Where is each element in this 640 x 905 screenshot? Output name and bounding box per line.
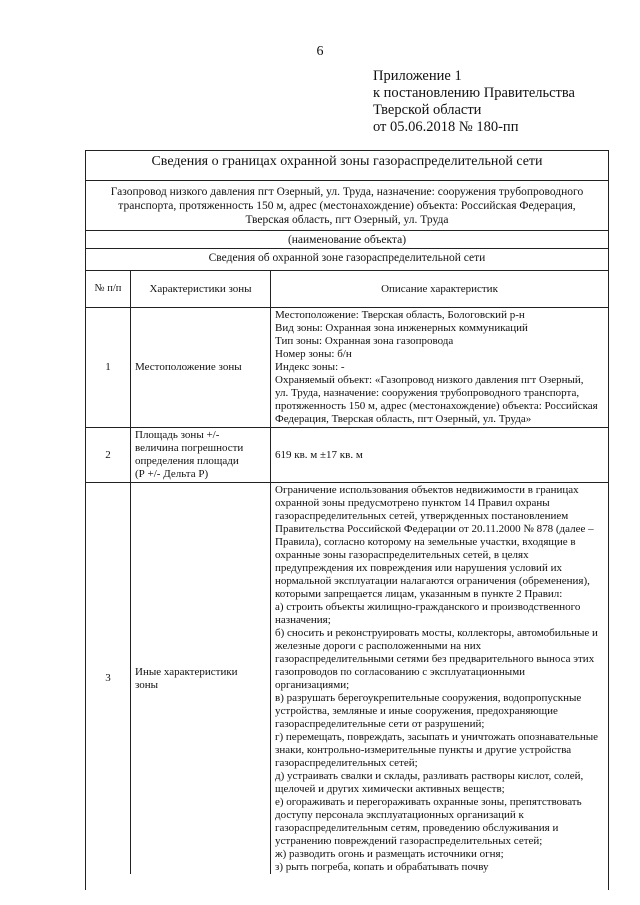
description-line: г) перемещать, повреждать, засыпать и уничтожать опознавательные <box>275 731 599 743</box>
description-line: ул. Труда, назначение: сооружения трубопроводного транспорта, <box>275 387 580 399</box>
description-line: газораспределительными сетями без предварительного выноса этих <box>275 653 595 665</box>
row-name-line: Иные характеристики <box>135 665 238 678</box>
row-name <box>131 483 271 875</box>
description-line: Правительства Российской Федерации от 20.11.2000 № 878 (далее – <box>275 523 594 535</box>
appendix-line-3: Тверской области <box>373 102 482 118</box>
description-line: щелочей и других химически активных веществ; <box>275 783 505 795</box>
row-name-line: величина погрешности <box>135 442 244 454</box>
header-description: Описание характеристик <box>271 271 609 308</box>
description-line: газопроводов по согласованию с эксплуатационными <box>275 666 526 678</box>
description-line: б) сносить и реконструировать мосты, коллекторы, автомобильные и <box>275 627 598 639</box>
table-header-row <box>86 271 609 308</box>
object-label: (наименование объекта) <box>287 234 407 246</box>
appendix-line-4: от 05.06.2018 № 180-пп <box>373 119 519 135</box>
description-line: е) огораживать и перегораживать охранные зоны, препятствовать <box>275 796 582 808</box>
document-title: Сведения о границах охранной зоны газораспределительной сети <box>151 154 543 169</box>
description-line: знаки, контрольно-измерительные пункты и другие устройства <box>275 744 572 756</box>
description-line: Тип зоны: Охранная зона газопровода <box>275 335 454 347</box>
description-line: предупреждения их повреждения или нарушения условий их <box>275 562 562 574</box>
description-line: газораспределительных сетей; <box>275 757 418 769</box>
description-line: газораспределительные сети от разрушений; <box>275 718 485 730</box>
divider <box>85 180 609 181</box>
description-line: устранению повреждений газораспределительных сетей; <box>275 835 543 847</box>
description-line: Местоположение: Тверская область, Бологовский р-н <box>275 309 525 321</box>
description-line: охранные зоны газораспределительных сетей, в целях <box>275 549 529 561</box>
page-number: 6 <box>316 44 324 59</box>
object-name <box>85 185 609 227</box>
description-line: устройства, земляные и иные сооружения, предохраняющие <box>275 705 558 717</box>
description-line: Охраняемый объект: «Газопровод низкого давления пгт Озерный, <box>275 374 584 386</box>
description-line: доступу персонала эксплуатационных организаций к <box>275 809 524 821</box>
divider <box>85 230 609 231</box>
description-line: нормальной эксплуатации налагаются ограничения (обременения), <box>275 575 590 587</box>
table-row <box>86 428 609 483</box>
description-line: Вид зоны: Охранная зона инженерных коммуникаций <box>275 322 528 334</box>
description-line: а) строить объекты жилищно-гражданского и производственного <box>275 601 581 613</box>
appendix-line-2: к постановлению Правительства <box>373 85 575 101</box>
row-name-line: зоны <box>135 678 159 691</box>
description-line: газораспределительным сетям, проведению обслуживания и <box>275 822 559 834</box>
row-value: 619 кв. м ±17 кв. м <box>271 428 609 483</box>
description-line: з) рыть погреба, копать и обрабатывать почву <box>275 861 489 873</box>
appendix-line-1: Приложение 1 <box>373 68 462 84</box>
description-line: Ограничение использования объектов недвижимости в границах <box>275 484 579 496</box>
object-name-line: Газопровод низкого давления пгт Озерный, ул. Труда, назначение: сооружения трубопроводного <box>110 186 584 198</box>
zone-table <box>85 270 609 874</box>
header-characteristics: Характеристики зоны <box>131 271 271 308</box>
description-line: Федерация, Тверская область, пгт Озерный, ул. Труда» <box>275 413 532 425</box>
table-row <box>86 308 609 428</box>
row-description <box>271 483 609 875</box>
object-name-line: транспорта, протяженность 150 м, адрес (местонахождение) объекта: Российская Федерация, <box>118 200 576 212</box>
object-name-line: Тверская область, пгт Озерный, ул. Труда <box>245 214 449 226</box>
row-name: Местоположение зоны <box>131 308 271 428</box>
description-line: железные дороги с расположенными на них <box>275 640 482 652</box>
description-line: Правила), согласно которому на земельные участки, входящие в <box>275 536 576 548</box>
description-line: организациями; <box>275 679 350 691</box>
description-line: Номер зоны: б/н <box>275 348 352 360</box>
row-name <box>131 428 271 483</box>
table-row <box>86 483 609 875</box>
row-name-line: (Р +/- Дельта Р) <box>135 468 209 480</box>
section-subtitle: Сведения об охранной зоне газораспределительной сети <box>208 252 486 264</box>
description-line: ж) разводить огонь и размещать источники огня; <box>275 848 504 860</box>
description-line: Индекс зоны: - <box>275 361 345 373</box>
divider <box>85 248 609 249</box>
row-description <box>271 308 609 428</box>
description-line: протяженность 150 м, адрес (местонахождение) объекта: Российская <box>275 400 598 412</box>
description-line: газораспределительных сетей, утвержденных постановлением <box>275 510 569 522</box>
description-line: которыми запрещается лицам, указанным в пункте 2 Правил: <box>275 588 563 600</box>
description-line: охранной зоны предусмотрено пунктом 14 Правил охраны <box>275 497 550 509</box>
row-name-line: определения площади <box>135 455 239 467</box>
row-name-line: Площадь зоны +/- <box>135 429 220 441</box>
header-num: № п/п <box>86 271 131 308</box>
row-num: 2 <box>86 428 131 483</box>
description-line: назначения; <box>275 614 331 626</box>
appendix-header <box>373 68 575 136</box>
description-line: в) разрушать берегоукрепительные сооружения, водопропускные <box>275 692 582 704</box>
description-line: д) устраивать свалки и склады, разливать растворы кислот, солей, <box>275 770 584 782</box>
row-num: 3 <box>86 483 131 875</box>
row-num: 1 <box>86 308 131 428</box>
